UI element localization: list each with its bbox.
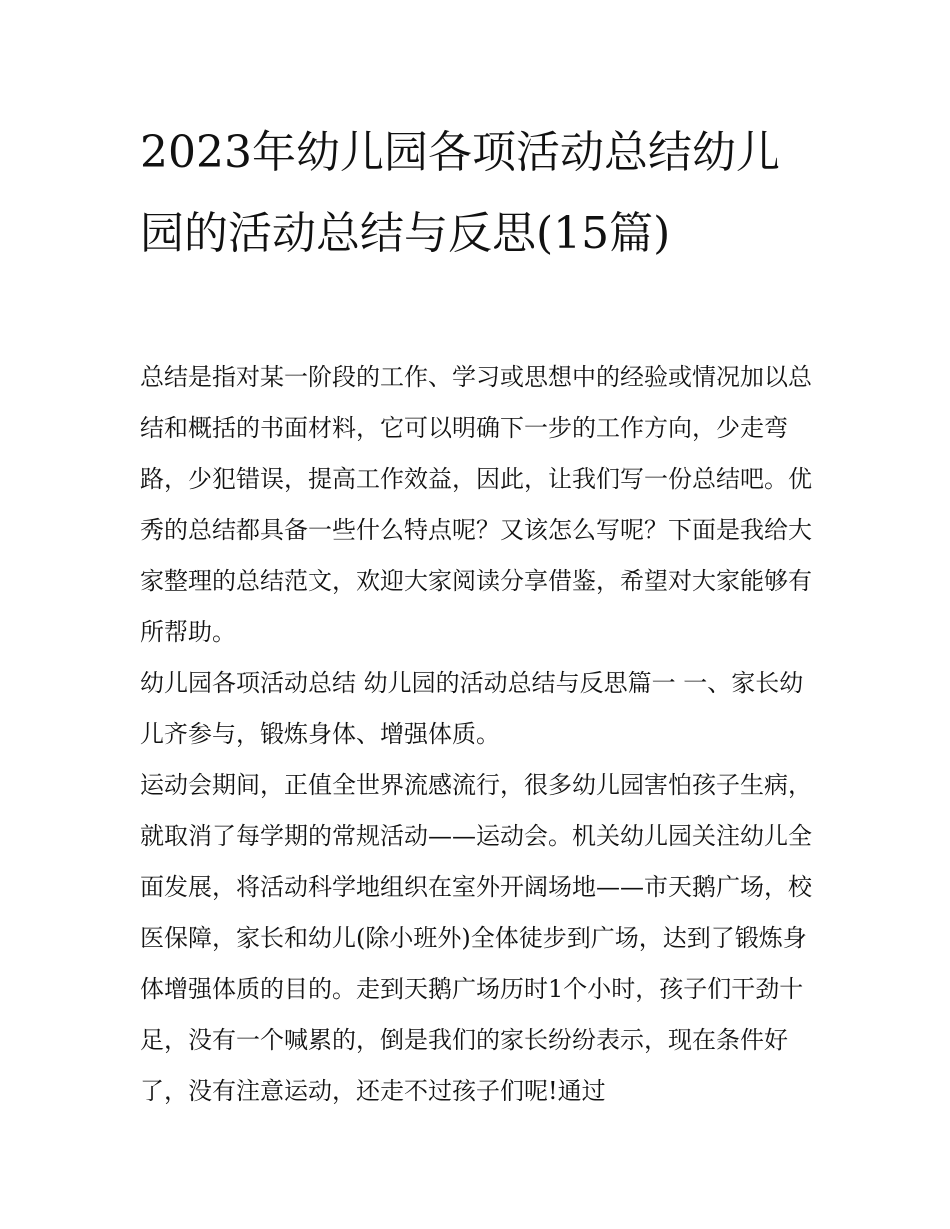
document-body [140, 352, 820, 1117]
document-title: 2023年幼儿园各项活动总结幼儿园的活动总结与反思(15篇) [140, 127, 780, 259]
paragraph-intro: 总结是指对某一阶段的工作、学习或思想中的经验或情况加以总结和概括的书面材料，它可以明确下一步的工作方向，少走弯路，少犯错误，提高工作效益，因此，让我们写一份总结吧。优秀的总结都具备一些什么特点呢？又该怎么写呢？下面是我给大家整理的总结范文，欢迎大家阅读分享借鉴，希望对大家能够有所帮助。 [140, 363, 812, 646]
paragraph-sports-meet: 运动会期间，正值全世界流感流行，很多幼儿园害怕孩子生病，就取消了每学期的常规活动——运动会。机关幼儿园关注幼儿全面发展，将活动科学地组织在室外开阔场地——市天鹅广场，校医保障，家长和幼儿(除小班外)全体徒步到广场，达到了锻炼身体增强体质的目的。走到天鹅广场历时1个小时，孩子们干劲十足，没有一个喊累的，倒是我们的家长纷纷表示，现在条件好了，没有注意运动，还走不过孩子们呢!通过 [140, 771, 812, 1105]
paragraph-section-heading: 幼儿园各项活动总结 幼儿园的活动总结与反思篇一 一、家长幼儿齐参与，锻炼身体、增强体质。 [140, 669, 804, 748]
